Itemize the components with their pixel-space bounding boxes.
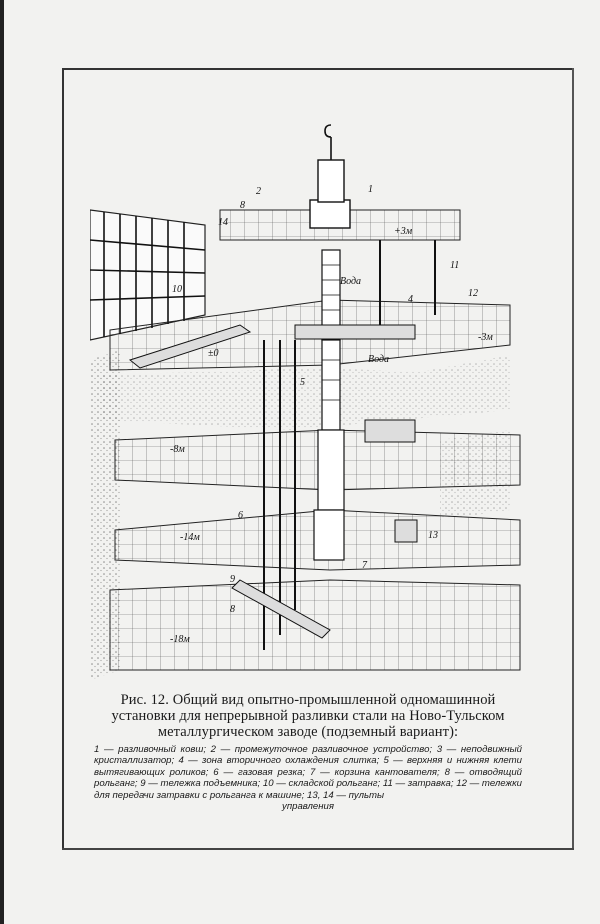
legend-body: 1 — разливочный ковш; 2 — промежуточное разливочное устройство; 3 — неподвижный кристаллизатор; 4 — зона вторичного охлаждения слитка; 5 — верхняя и нижняя клети вытягивающих роликов; 6 — газовая резка; 7 — корзина кантователя; 8 — отводящий рольганг; 9 — тележка подъемника; 10 — складской рольганг; 11 — затравка; 12 — тележки для передачи затравки с рольганга к машине; 13, 14 — пульты xyxy=(94,744,522,801)
page-frame-bottom xyxy=(62,848,574,850)
label-8a: 8 xyxy=(240,200,245,211)
level-minus8: -8м xyxy=(170,444,185,455)
label-7: 7 xyxy=(362,560,367,571)
level-minus18: -18м xyxy=(170,634,190,645)
scan-edge xyxy=(0,0,4,924)
level-zero: ±0 xyxy=(208,348,219,359)
casting-machine-illustration xyxy=(90,110,522,680)
label-9: 9 xyxy=(230,574,235,585)
label-12: 12 xyxy=(468,288,478,299)
label-10: 10 xyxy=(172,284,182,295)
level-plus3: +3м xyxy=(394,226,413,237)
figure-caption xyxy=(94,692,522,740)
label-2: 2 xyxy=(256,186,261,197)
caption-text: Рис. 12. Общий вид опытно-промышленной одномашинной установки для непрерывной разливки стали на Ново-Тульском металлургическом заводе (подземный вариант): xyxy=(111,692,505,740)
label-water-1: Вода xyxy=(340,276,362,287)
figure-legend xyxy=(94,744,522,812)
level-minus3: -3м xyxy=(478,332,493,343)
page-frame-left xyxy=(62,68,64,850)
label-11: 11 xyxy=(450,260,460,271)
label-water-2: Вода xyxy=(368,354,390,365)
label-4: 4 xyxy=(408,294,413,305)
label-14: 14 xyxy=(218,217,228,228)
label-1: 1 xyxy=(368,184,373,195)
label-13: 13 xyxy=(428,530,438,541)
label-6: 6 xyxy=(238,510,243,521)
label-5: 5 xyxy=(300,377,305,388)
legend-last-line: управления xyxy=(282,801,334,813)
level-minus14: -14м xyxy=(180,532,200,543)
page-frame-top xyxy=(62,68,574,70)
label-8b: 8 xyxy=(230,604,235,615)
page-frame-right xyxy=(572,68,574,850)
